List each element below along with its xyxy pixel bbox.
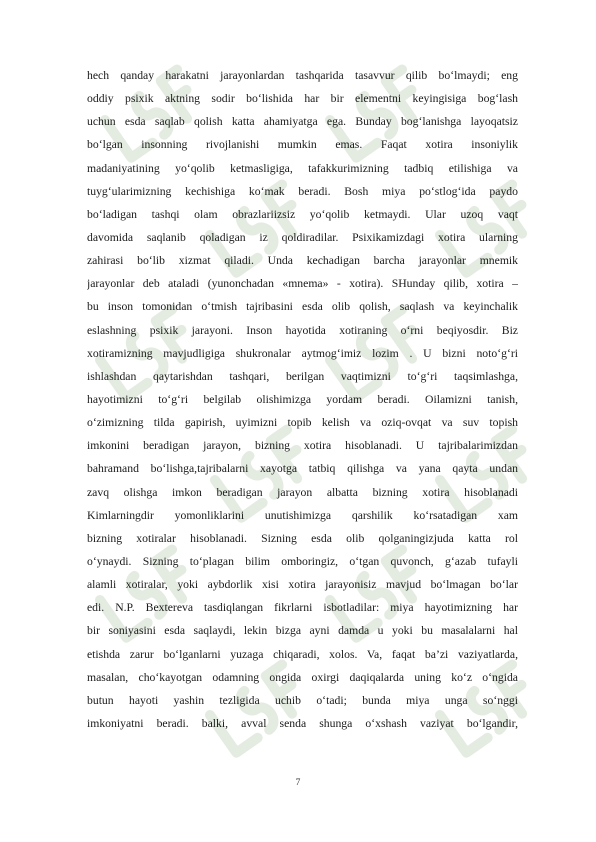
text-line: xotiramizning mavjudligiga shukronalar aytmog‘imiz lozim . U bizni noto‘g‘ri [87, 346, 518, 360]
body-text [87, 64, 518, 735]
text-line: ishlashdan qaytarishdan tashqari, berilgan vaqtimizni to‘g‘ri taqsimlashga, [87, 369, 518, 383]
text-line: jarayonlar deb ataladi (yunonchadan «mnema» - xotira). SHunday qilib, xotira – [87, 277, 518, 291]
text-line: o‘ynaydi. Sizning to‘plagan bilim omboringiz, o‘tgan quvonch, g‘azab tufayli [87, 554, 518, 568]
text-line: edi. N.P. Bextereva tasdiqlangan fikrlarni isbotladilar: miya hayotimizning har [87, 601, 518, 615]
text-line: uchun esda saqlab qolish katta ahamiyatga ega. Bunday bog‘lanishga layoqatsiz [87, 115, 518, 129]
text-line: bizning xotiralar hisoblanadi. Sizning esda olib qolganingizjuda katta rol [87, 531, 518, 545]
page-number: 7 [295, 778, 301, 788]
text-line: butun hayoti yashin tezligida uchib o‘tadi; bunda miya unga so‘nggi [87, 693, 518, 707]
text-line: madaniyatining yo‘qolib ketmasligiga, tafakkurimizning tadbiq etilishiga va [87, 161, 518, 175]
text-line: etishda zarur bo‘lganlarni yuzaga chiqaradi, xolos. Va, faqat ba’zi vaziyatlarda, [87, 647, 518, 661]
text-line: masalan, cho‘kayotgan odamning ongida oxirgi daqiqalarda uning ko‘z o‘ngida [87, 670, 518, 684]
text-line: bahramand bo‘lishga,tajribalarni xayotga tatbiq qilishga va yana qayta undan [87, 462, 518, 476]
text-line: davomida saqlanib qoladigan iz qoldiradilar. Psixikamizdagi xotira ularning [87, 230, 518, 244]
text-line: hech qanday harakatni jarayonlardan tashqarida tasavvur qilib bo‘lmaydi; eng [87, 69, 518, 82]
text-line: alamli xotiralar, yoki aybdorlik xisi xotira jarayonisiz mavjud bo‘lmagan bo‘lar [87, 578, 518, 592]
text-line: imkonini beradigan jarayon, bizning xotira hisoblanadi. U tajribalarimizdan [87, 439, 518, 453]
text-line: zahirasi bo‘lib xizmat qiladi. Unda kechadigan barcha jarayonlar mnemik [87, 254, 518, 268]
text-line: oddiy psixik aktning sodir bo‘lishida har bir elementni keyingisiga bog‘lash [87, 92, 518, 106]
text-line: bu inson tomonidan o‘tmish tajribasini esda olib qolish, saqlash va keyinchalik [87, 300, 518, 314]
text-line: bo‘ladigan tashqi olam obrazlariizsiz yo‘qolib ketmaydi. Ular uzoq vaqt [87, 207, 518, 221]
text-line: imkoniyatni beradi. balki, avval senda shunga o‘xshash vaziyat bo‘lgandir, [87, 716, 518, 730]
text-line: Kimlarningdir yomonliklarini unutishimizga qarshilik ko‘rsatadigan xam [87, 508, 518, 522]
text-line: bo‘lgan insonning rivojlanishi mumkin emas. Faqat xotira insoniylik [87, 138, 518, 152]
text-line: hayotimizni to‘g‘ri belgilab olishimizga yordam beradi. Oilamizni tanish, [87, 392, 518, 406]
text-line: tuyg‘ularimizning kechishiga ko‘mak beradi. Bosh miya po‘stlog‘ida paydo [87, 184, 518, 198]
text-line: o‘zimizning tilda gapirish, uyimizni topib kelish va oziq-ovqat va suv topish [87, 416, 518, 430]
text-line: zavq olishga imkon beradigan jarayon albatta bizning xotira hisoblanadi [87, 485, 518, 499]
text-line: eslashning psixik jarayoni. Inson hayotida xotiraning o‘rni beqiyosdir. Biz [87, 323, 518, 337]
text-line: bir soniyasini esda saqlaydi, lekin bizga ayni damda u yoki bu masalalarni hal [87, 624, 518, 638]
